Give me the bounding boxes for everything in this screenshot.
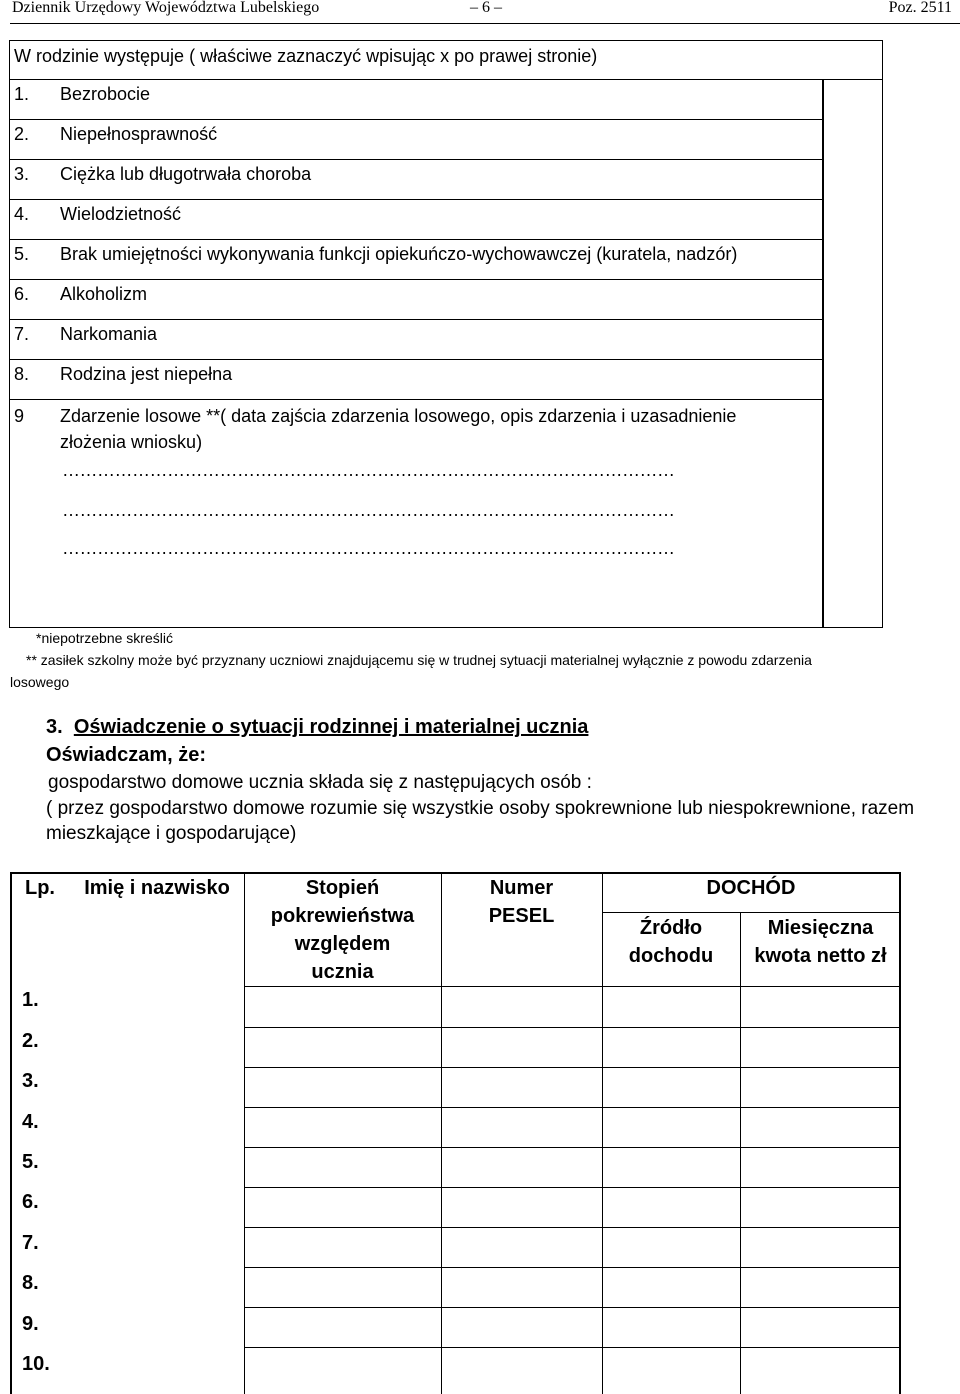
item-label-narkomania: Narkomania — [60, 324, 158, 344]
header-relation-line: pokrewieństwa — [270, 905, 415, 927]
checkbox-cell-9[interactable] — [824, 401, 882, 627]
header-relation-line: Stopień — [305, 877, 380, 899]
header-income: DOCHÓD — [706, 877, 796, 899]
item-number: 2. — [14, 124, 30, 144]
declaration-statement: Oświadczam, że: — [46, 744, 207, 766]
divider — [10, 359, 823, 360]
row-number: 2. — [22, 1030, 39, 1052]
row-number: 5. — [22, 1151, 39, 1173]
footnote-2-continued: losowego — [10, 674, 70, 690]
row-number: 10. — [22, 1353, 50, 1375]
item-number: 1. — [14, 84, 30, 104]
row-number: 3. — [22, 1070, 39, 1092]
item-label-text: Zdarzenie losowe ** — [60, 406, 221, 426]
item-number: 5. — [14, 244, 30, 264]
item-label-note-continued: złożenia wniosku) — [60, 432, 203, 452]
header-source-line: dochodu — [628, 945, 714, 967]
checkbox-cell-1[interactable] — [824, 81, 882, 117]
section-number: 3. — [46, 716, 63, 738]
checkbox-cell-3[interactable] — [824, 161, 882, 197]
row-divider — [244, 1267, 900, 1268]
checkbox-cell-7[interactable] — [824, 321, 882, 357]
row-divider — [244, 1027, 900, 1028]
divider — [10, 119, 823, 120]
header-source-line: Źródło — [639, 917, 703, 939]
row-divider — [244, 1107, 900, 1108]
divider — [10, 399, 823, 400]
position-number: Poz. 2511 — [888, 0, 952, 16]
column-divider — [740, 912, 741, 1394]
item-label-niepelnosprawnosc: Niepełnosprawność — [60, 124, 218, 144]
header-relation-line: względem — [294, 933, 391, 955]
table-border — [10, 872, 12, 1394]
divider — [10, 79, 882, 80]
declaration-line-3: mieszkające i gospodarujące) — [46, 823, 297, 844]
item-label-note: (kuratela, nadzór) — [596, 244, 738, 264]
row-divider — [244, 986, 900, 987]
page-header — [10, 0, 960, 24]
item-number: 7. — [14, 324, 30, 344]
footnote-1: *niepotrzebne skreślić — [36, 630, 173, 646]
header-income-amount — [741, 914, 900, 970]
row-number: 4. — [22, 1111, 39, 1133]
row-number: 7. — [22, 1232, 39, 1254]
header-pesel-line: PESEL — [488, 905, 555, 927]
item-number: 3. — [14, 164, 30, 184]
row-number: 9. — [22, 1313, 39, 1335]
declaration-line-1: gospodarstwo domowe ucznia składa się z następujących osób : — [48, 772, 592, 793]
item-number: 8. — [14, 364, 30, 384]
item-label-zdarzenie-losowe — [60, 405, 736, 427]
header-relation — [244, 874, 441, 986]
checkbox-cell-8[interactable] — [824, 361, 882, 397]
item-label-wielodzietnosc: Wielodzietność — [60, 204, 182, 224]
row-divider — [244, 1307, 900, 1308]
item-number: 4. — [14, 204, 30, 224]
journal-title: Dziennik Urzędowy Województwa Lubelskiego — [12, 0, 320, 16]
divider — [10, 239, 823, 240]
checkbox-cell-4[interactable] — [824, 201, 882, 237]
item-label-brak-umiejetnosci — [60, 243, 737, 265]
header-amount-line: kwota netto zł — [754, 945, 887, 967]
item-number: 6. — [14, 284, 30, 304]
item-number: 9 — [14, 406, 25, 426]
column-divider — [441, 872, 442, 1394]
family-circumstances-box — [9, 40, 883, 628]
dotted-fill-line[interactable]: …………………………………………………………………………………………… — [62, 539, 675, 557]
row-divider — [244, 1067, 900, 1068]
item-label-rodzina-niepelna: Rodzina jest niepełna — [60, 364, 233, 384]
divider — [10, 199, 823, 200]
checkbox-cell-5[interactable] — [824, 241, 882, 277]
row-divider — [602, 912, 900, 913]
section-heading — [46, 715, 588, 739]
item-label-choroba: Ciężka lub długotrwała choroba — [60, 164, 312, 184]
divider — [10, 279, 823, 280]
row-divider — [244, 1147, 900, 1148]
header-name: Imię i nazwisko — [84, 877, 230, 899]
header-pesel — [441, 874, 602, 930]
header-relation-line: ucznia — [311, 961, 374, 983]
header-amount-line: Miesięczna — [767, 917, 874, 939]
dotted-fill-line[interactable]: …………………………………………………………………………………………… — [62, 461, 675, 479]
declaration-line-2: ( przez gospodarstwo domowe rozumie się wszystkie osoby spokrewnione lub niespokrewnione, razem — [46, 798, 915, 819]
divider — [10, 319, 823, 320]
item-label-text: Brak umiejętności wykonywania funkcji opiekuńczo-wychowawczej — [60, 244, 592, 264]
checkbox-cell-2[interactable] — [824, 121, 882, 157]
row-number: 1. — [22, 989, 39, 1011]
row-divider — [244, 1347, 900, 1348]
item-label-alkoholizm: Alkoholizm — [60, 284, 148, 304]
footnote-2: ** zasiłek szkolny może być przyznany uczniowi znajdującemu się w trudnej sytuacji materialnej wyłącznie z powodu zdarzenia — [26, 652, 812, 668]
item-label-bezrobocie: Bezrobocie — [60, 84, 151, 104]
header-lp: Lp. — [25, 877, 55, 899]
row-divider — [244, 1187, 900, 1188]
divider — [10, 159, 823, 160]
row-number: 8. — [22, 1272, 39, 1294]
dotted-fill-line[interactable]: …………………………………………………………………………………………… — [62, 501, 675, 519]
section-title: Oświadczenie o sytuacji rodzinnej i materialnej ucznia — [73, 716, 589, 738]
household-table — [10, 872, 901, 1394]
header-pesel-line: Numer — [489, 877, 554, 899]
item-label-note: ( data zajścia zdarzenia losowego, opis zdarzenia i uzasadnienie — [220, 406, 737, 426]
header-income-source — [602, 914, 740, 970]
checkbox-cell-6[interactable] — [824, 281, 882, 317]
family-section-title: W rodzinie występuje ( właściwe zaznaczyć wpisując x po prawej stronie) — [14, 46, 598, 66]
row-number: 6. — [22, 1191, 39, 1213]
page-number: – 6 – — [470, 0, 502, 16]
row-divider — [244, 1227, 900, 1228]
